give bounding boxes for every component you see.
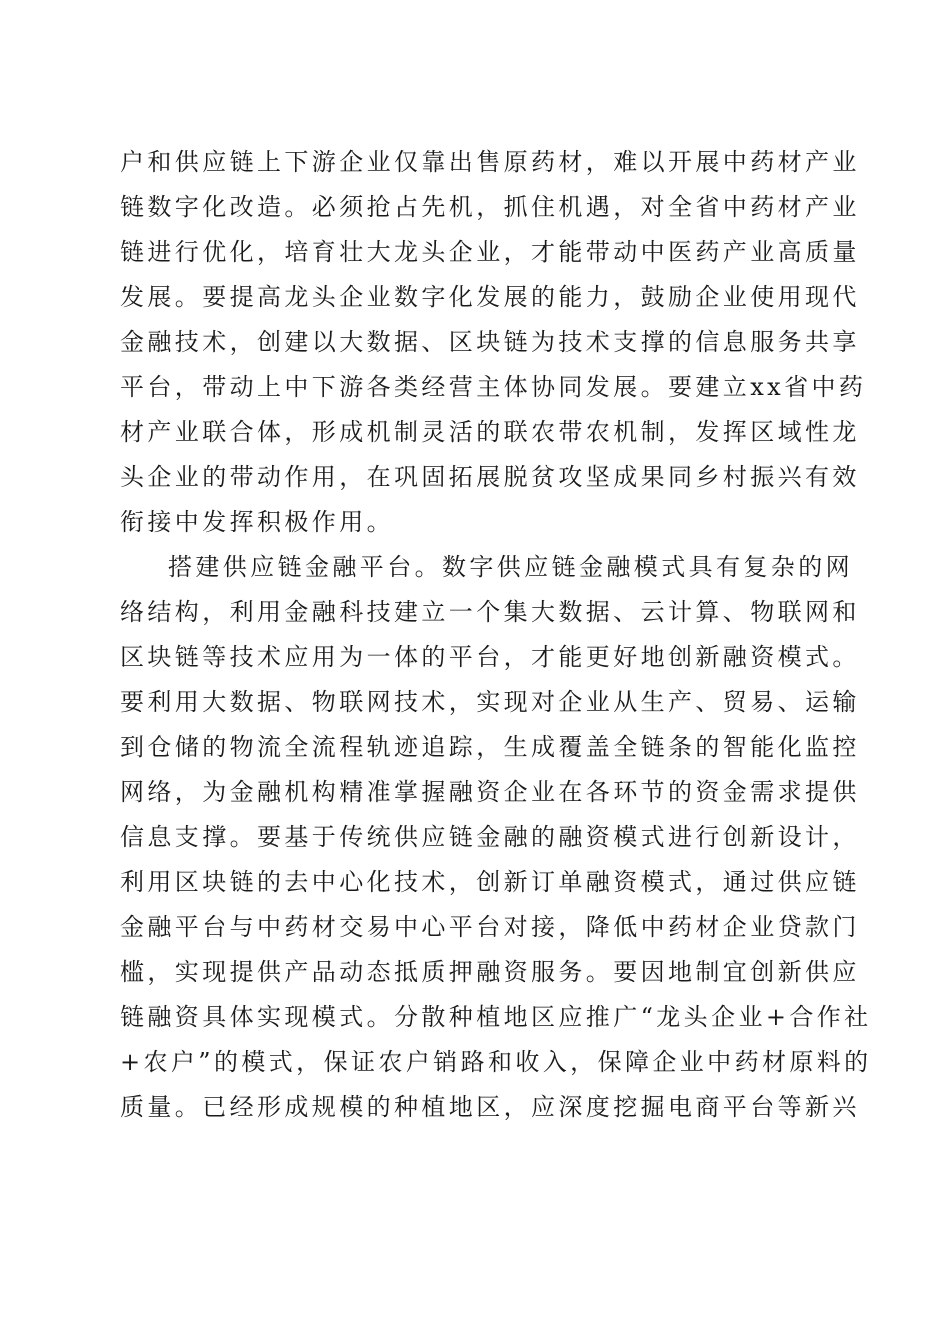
text-line: 网络，为金融机构精准掌握融资企业在各环节的资金需求提供 (120, 778, 860, 806)
text-line: 平台，带动上中下游各类经营主体协同发展。要建立xx省中药 (120, 373, 867, 401)
text-line: 链进行优化，培育壮大龙头企业，才能带动中医药产业高质量 (120, 238, 860, 266)
text-line: 区块链等技术应用为一体的平台，才能更好地创新融资模式。 (120, 643, 860, 671)
text-line: 到仓储的物流全流程轨迹追踪，生成覆盖全链条的智能化监控 (120, 733, 860, 761)
paragraph-first-line: 搭建供应链金融平台。数字供应链金融模式具有复杂的网 (168, 553, 853, 581)
text-line: 要利用大数据、物联网技术，实现对企业从生产、贸易、运输 (120, 688, 860, 716)
text-line: 络结构，利用金融科技建立一个集大数据、云计算、物联网和 (120, 598, 860, 626)
text-line: 衔接中发挥积极作用。 (120, 508, 394, 536)
text-line: 利用区块链的去中心化技术，创新订单融资模式，通过供应链 (120, 868, 860, 896)
text-line: 信息支撑。要基于传统供应链金融的融资模式进行创新设计， (120, 823, 860, 851)
text-line: 链数字化改造。必须抢占先机，抓住机遇，对全省中药材产业 (120, 193, 860, 221)
text-line: 户和供应链上下游企业仅靠出售原药材，难以开展中药材产业 (120, 148, 860, 176)
body-text (120, 140, 872, 1130)
text-line: 材产业联合体，形成机制灵活的联农带农机制，发挥区域性龙 (120, 418, 860, 446)
text-line: 金融平台与中药材交易中心平台对接，降低中药材企业贷款门 (120, 913, 860, 941)
text-line: 槛，实现提供产品动态抵质押融资服务。要因地制宜创新供应 (120, 958, 860, 986)
text-line: 质量。已经形成规模的种植地区，应深度挖掘电商平台等新兴 (120, 1093, 860, 1121)
text-line: 头企业的带动作用，在巩固拓展脱贫攻坚成果同乡村振兴有效 (120, 463, 860, 491)
text-line: +农户”的模式，保证农户销路和收入，保障企业中药材原料的 (120, 1048, 872, 1076)
text-line: 金融技术，创建以大数据、区块链为技术支撑的信息服务共享 (120, 328, 860, 356)
text-line: 发展。要提高龙头企业数字化发展的能力，鼓励企业使用现代 (120, 283, 860, 311)
text-line: 链融资具体实现模式。分散种植地区应推广“龙头企业+合作社 (120, 1003, 872, 1031)
